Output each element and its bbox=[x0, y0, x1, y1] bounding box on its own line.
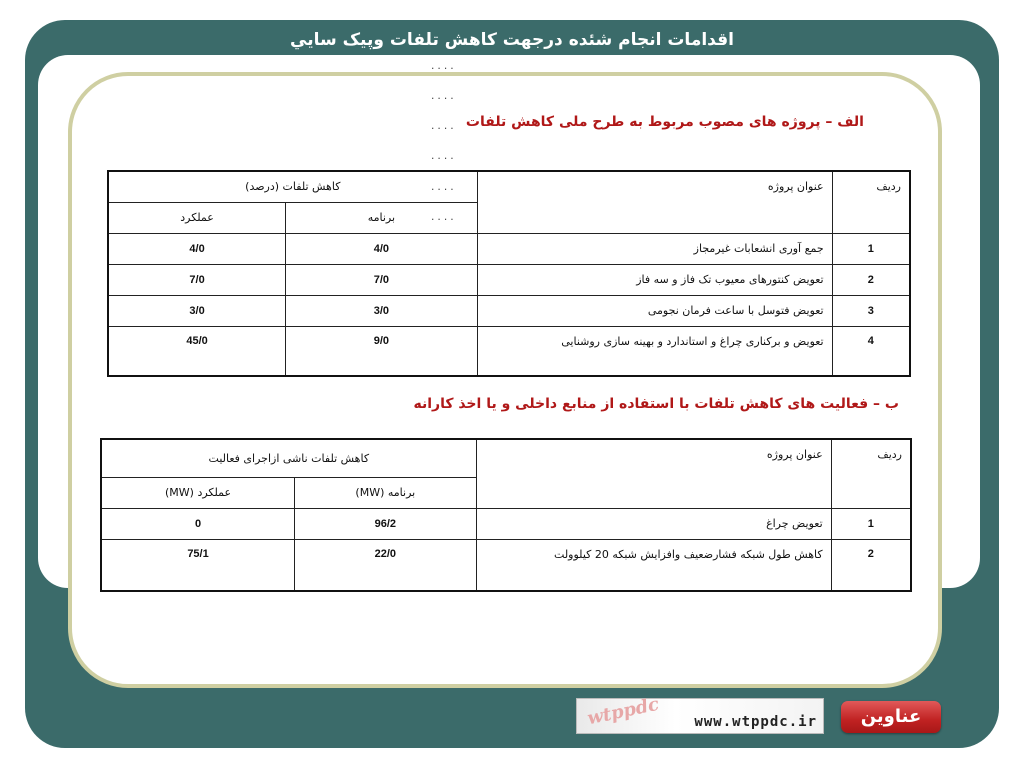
header-plan: برنامه bbox=[286, 202, 478, 233]
cell-project: تعویض کنتورهای معیوب تک فاز و سه فاز bbox=[477, 264, 832, 295]
header-plan: برنامه (MW) bbox=[295, 477, 477, 508]
contents-button[interactable]: عناوین bbox=[841, 701, 941, 733]
logo-url: www.wtppdc.ir bbox=[694, 714, 817, 730]
site-logo[interactable] bbox=[576, 693, 824, 734]
header-group: کاهش تلفات (درصد) bbox=[108, 171, 477, 202]
table-row bbox=[108, 264, 910, 295]
header-group: کاهش تلفات ناشی ازاجرای فعالیت bbox=[101, 439, 476, 477]
dots-line: .... bbox=[430, 183, 456, 193]
table-row bbox=[108, 233, 910, 264]
cell-actual: 0 bbox=[101, 508, 295, 539]
cell-actual: 4/0 bbox=[108, 233, 286, 264]
cell-row-no: 3 bbox=[832, 295, 910, 326]
table-row bbox=[101, 539, 911, 591]
dots-line: .... bbox=[430, 152, 456, 162]
content-panel bbox=[68, 72, 942, 688]
cell-project: تعویض و برکناری چراغ و استاندارد و بهینه سازی روشنایی bbox=[477, 326, 832, 376]
table-row bbox=[101, 508, 911, 539]
section-a-heading: الف – پروژه های مصوب مربوط به طرح ملی کاهش تلفات bbox=[465, 114, 864, 130]
table-header-row bbox=[108, 171, 910, 202]
section-b-table bbox=[100, 438, 912, 592]
cell-plan: 4/0 bbox=[286, 233, 478, 264]
cell-project: جمع آوری انشعابات غیرمجاز bbox=[477, 233, 832, 264]
header-project: عنوان پروژه bbox=[476, 439, 831, 508]
header-row-no: ردیف bbox=[831, 439, 911, 508]
cell-project: تعویض فتوسل با ساعت فرمان نجومی bbox=[477, 295, 832, 326]
cell-row-no: 2 bbox=[832, 264, 910, 295]
header-actual: عملکرد bbox=[108, 202, 286, 233]
logo-watermark: wtppdc bbox=[585, 693, 661, 730]
cell-plan: 3/0 bbox=[286, 295, 478, 326]
section-a-table bbox=[107, 170, 911, 377]
slide-title: اقدامات انجام شئده درجهت كاهش تلفات وپيک سايي bbox=[290, 30, 734, 50]
header-project: عنوان پروژه bbox=[477, 171, 832, 233]
dots-line: .... bbox=[430, 122, 456, 132]
header-row-no: ردیف bbox=[832, 171, 910, 233]
cell-plan: 9/0 bbox=[286, 326, 478, 376]
dots-line: .... bbox=[430, 92, 456, 102]
cell-actual: 45/0 bbox=[108, 326, 286, 376]
dots-line: .... bbox=[430, 213, 456, 223]
table-row bbox=[108, 326, 910, 376]
cell-actual: 3/0 bbox=[108, 295, 286, 326]
cell-actual: 75/1 bbox=[101, 539, 295, 591]
table-header-row bbox=[101, 439, 911, 477]
cell-plan: 22/0 bbox=[295, 539, 477, 591]
cell-project: کاهش طول شبکه فشارضعیف وافزایش شبکه 20 کیلوولت bbox=[476, 539, 831, 591]
table-row bbox=[108, 295, 910, 326]
cell-row-no: 4 bbox=[832, 326, 910, 376]
dots-line: .... bbox=[430, 62, 456, 72]
cell-row-no: 2 bbox=[831, 539, 911, 591]
cell-project: تعویض چراغ bbox=[476, 508, 831, 539]
cell-row-no: 1 bbox=[831, 508, 911, 539]
cell-plan: 7/0 bbox=[286, 264, 478, 295]
section-b-heading: ب – فعالیت های کاهش تلفات با استفاده از منابع داخلی و یا اخذ کارانه bbox=[413, 396, 899, 412]
cell-actual: 7/0 bbox=[108, 264, 286, 295]
cell-plan: 96/2 bbox=[295, 508, 477, 539]
cell-row-no: 1 bbox=[832, 233, 910, 264]
header-actual: عملکرد (MW) bbox=[101, 477, 295, 508]
